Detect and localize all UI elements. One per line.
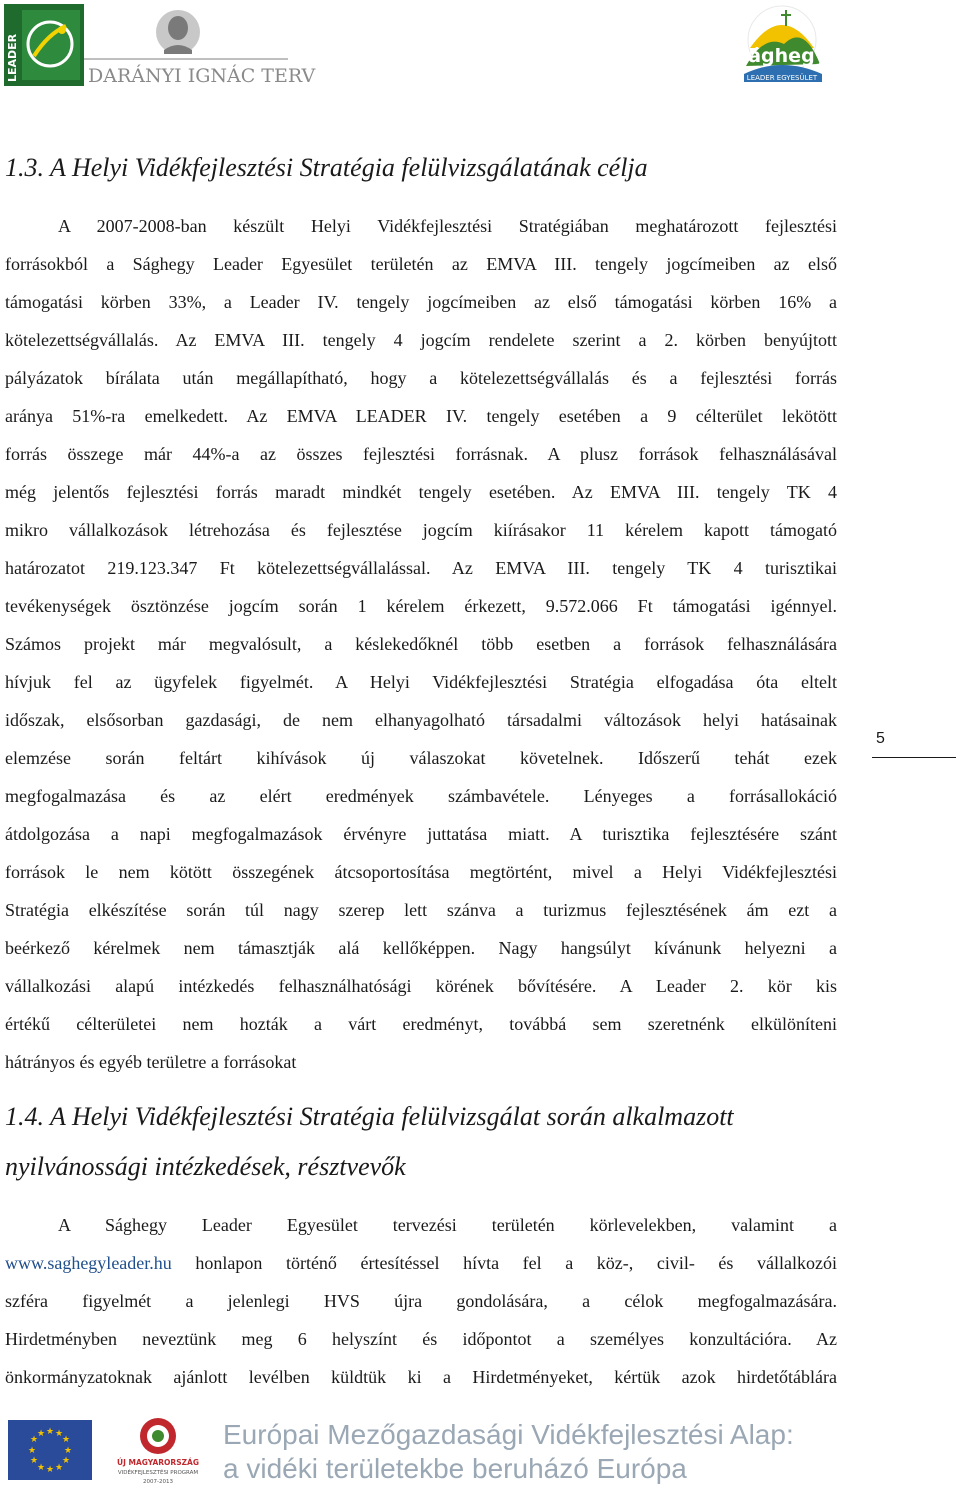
body-line: A Sághegy Leader Egyesület tervezési területén körlevelekben, valamint a xyxy=(58,1215,837,1235)
body-line: forrásokból a Sághegy Leader Egyesület területén az EMVA III. tengely jogcímeiben az első xyxy=(5,254,837,274)
svg-text:★: ★ xyxy=(54,1429,64,1439)
svg-text:★: ★ xyxy=(45,1465,55,1475)
body-line: mikro vállalkozások létrehozása és fejlesztése jogcím kiírásakor 11 kérelem kapott támogató xyxy=(5,520,837,540)
daranyi-ignac-terv-text: DARÁNYI IGNÁC TERV xyxy=(88,65,316,87)
uj-magyarorszag-logo xyxy=(106,1414,210,1486)
body-line: hívjuk fel az ügyfelek figyelmét. A Helyi Vidékfejlesztési Stratégia elfogadása óta eltelt xyxy=(5,672,837,692)
section-1-4-heading-line-1: 1.4. A Helyi Vidékfejlesztési Stratégia felülvizsgálat során alkalmazott xyxy=(5,1102,734,1131)
body-line: időszak, elsősorban gazdasági, de nem elhanyagolható társadalmi változások helyi hatásainak xyxy=(5,710,837,730)
body-line: forrás összege már 44%-a az összes fejlesztési forrásnak. A plusz források felhasználásával xyxy=(5,444,837,464)
body-line: elemzése során feltárt kihívások új válaszokat követelnek. Időszerű tehát ezek xyxy=(5,748,837,768)
svg-text:★: ★ xyxy=(36,1429,46,1439)
body-line: aránya 51%-ra emelkedett. Az EMVA LEADER IV. tengely esetében a 9 célterület lekötött xyxy=(5,406,837,426)
body-line: pályázatok bírálata után megállapítható, hogy a kötelezettségvállalás és a fejlesztési forrás xyxy=(5,368,837,388)
svg-text:★: ★ xyxy=(61,1435,71,1445)
body-line: kötelezettségvállalás. Az EMVA III. tengely 4 jogcím rendelete szerint a 2. körben benyújtott xyxy=(5,330,837,350)
body-line: Stratégia elkészítése során túl nagy szerep lett szánva a turizmus fejlesztésének ám ezt a xyxy=(5,900,837,920)
section-1-4-body xyxy=(5,1206,837,1396)
svg-text:★: ★ xyxy=(29,1435,39,1445)
body-line: Hirdetményben neveztünk meg 6 helyszínt és időpontot a személyes konzultációra. Az xyxy=(5,1329,837,1349)
body-line: A 2007-2008-ban készült Helyi Vidékfejlesztési Stratégiában meghatározott fejlesztési xyxy=(58,216,837,236)
leader-logo xyxy=(4,4,84,86)
body-line: szféra figyelmét a jelenlegi HVS újra gondolására, a célok megfogalmazására. xyxy=(5,1291,837,1311)
body-line: még jelentős fejlesztési forrás maradt mindkét tengely esetében. Az EMVA III. tengely TK 4 xyxy=(5,482,837,502)
body-line: források le nem kötött összegének átcsoportosítása megtörtént, mivel a Helyi Vidékfejlesztési xyxy=(5,862,837,882)
svg-text:★: ★ xyxy=(45,1427,55,1437)
footer-slogan-line-2: a vidéki területekbe beruházó Európa xyxy=(223,1453,687,1484)
body-line: vállalkozási alapú intézkedés felhasználhatósági körének bővítésére. A Leader 2. kör kis xyxy=(5,976,837,996)
body-line: értékű célterületei nem hozták a várt eredményt, továbbá sem szeretnénk elkülöníteni xyxy=(5,1014,837,1034)
body-line: Számos projekt már megvalósult, a késlekedőknél több esetben a források felhasználására xyxy=(5,634,837,654)
body-line: beérkező kérelmek nem támasztják alá kellőképpen. Nagy hangsúlyt kívánunk helyezni a xyxy=(5,938,837,958)
svg-text:★: ★ xyxy=(54,1463,64,1473)
eu-flag-icon xyxy=(8,1420,92,1480)
page-number-rule xyxy=(872,757,956,758)
uj-magyarorszag-line-2: VIDÉKFEJLESZTÉSI PROGRAM xyxy=(117,1470,199,1476)
svg-text:★: ★ xyxy=(27,1446,37,1456)
section-1-3-heading: 1.3. A Helyi Vidékfejlesztési Stratégia felülvizsgálatának célja xyxy=(5,153,648,182)
page-number: 5 xyxy=(876,730,885,747)
body-line: határozatot 219.123.347 Ft kötelezettségvállalással. Az EMVA III. tengely TK 4 turisztikai xyxy=(5,558,837,578)
body-line: hátrányos és egyéb területre a forrásokat xyxy=(5,1052,297,1072)
section-1-4-heading-line-2: nyilvánossági intézkedések, résztvevők xyxy=(5,1152,406,1181)
svg-text:★: ★ xyxy=(61,1456,71,1466)
svg-text:★: ★ xyxy=(29,1456,39,1466)
saghegy-logo-name: sághegy xyxy=(736,45,828,67)
page-footer xyxy=(0,1410,960,1490)
daranyi-ignac-terv-logo xyxy=(84,4,316,87)
body-line: megfogalmazása és az elért eredmények számbavétele. Lényeges a forrásallokáció xyxy=(5,786,837,806)
body-line: átdolgozása a napi megfogalmazások érvényre juttatása miatt. A turisztika fejlesztésére szánt xyxy=(5,824,837,844)
section-1-3-body xyxy=(5,207,837,1081)
saghegy-logo-subtitle: LEADER EGYESÜLET xyxy=(746,74,818,82)
body-line-rest: honlapon történő értesítéssel hívta fel a köz-, civil- és vállalkozói xyxy=(171,1253,837,1273)
saghegy-leader-logo xyxy=(724,4,840,86)
page-header xyxy=(0,0,960,90)
body-line-with-link xyxy=(5,1244,837,1282)
uj-magyarorszag-line-3: 2007-2013 xyxy=(143,1479,173,1485)
footer-slogan-line-1: Európai Mezőgazdasági Vidékfejlesztési Alap: xyxy=(223,1419,794,1450)
body-line: támogatási körben 33%, a Leader IV. tengely jogcímeiben az első támogatási körben 16% a xyxy=(5,292,837,312)
body-line: tevékenységek ösztönzése jogcím során 1 kérelem érkezett, 9.572.066 Ft támogatási igénnyel. xyxy=(5,596,837,616)
svg-text:★: ★ xyxy=(63,1446,73,1456)
footer-slogan xyxy=(223,1418,794,1486)
website-link[interactable]: www.saghegyleader.hu xyxy=(5,1253,172,1273)
uj-magyarorszag-line-1: ÚJ MAGYARORSZÁG xyxy=(117,1458,199,1467)
leader-logo-text: LEADER xyxy=(6,33,19,82)
body-line: önkormányzatoknak ajánlott levélben küldtük ki a Hirdetményeket, kértük azok hirdetőtáblára xyxy=(5,1367,837,1387)
svg-text:★: ★ xyxy=(36,1463,46,1473)
